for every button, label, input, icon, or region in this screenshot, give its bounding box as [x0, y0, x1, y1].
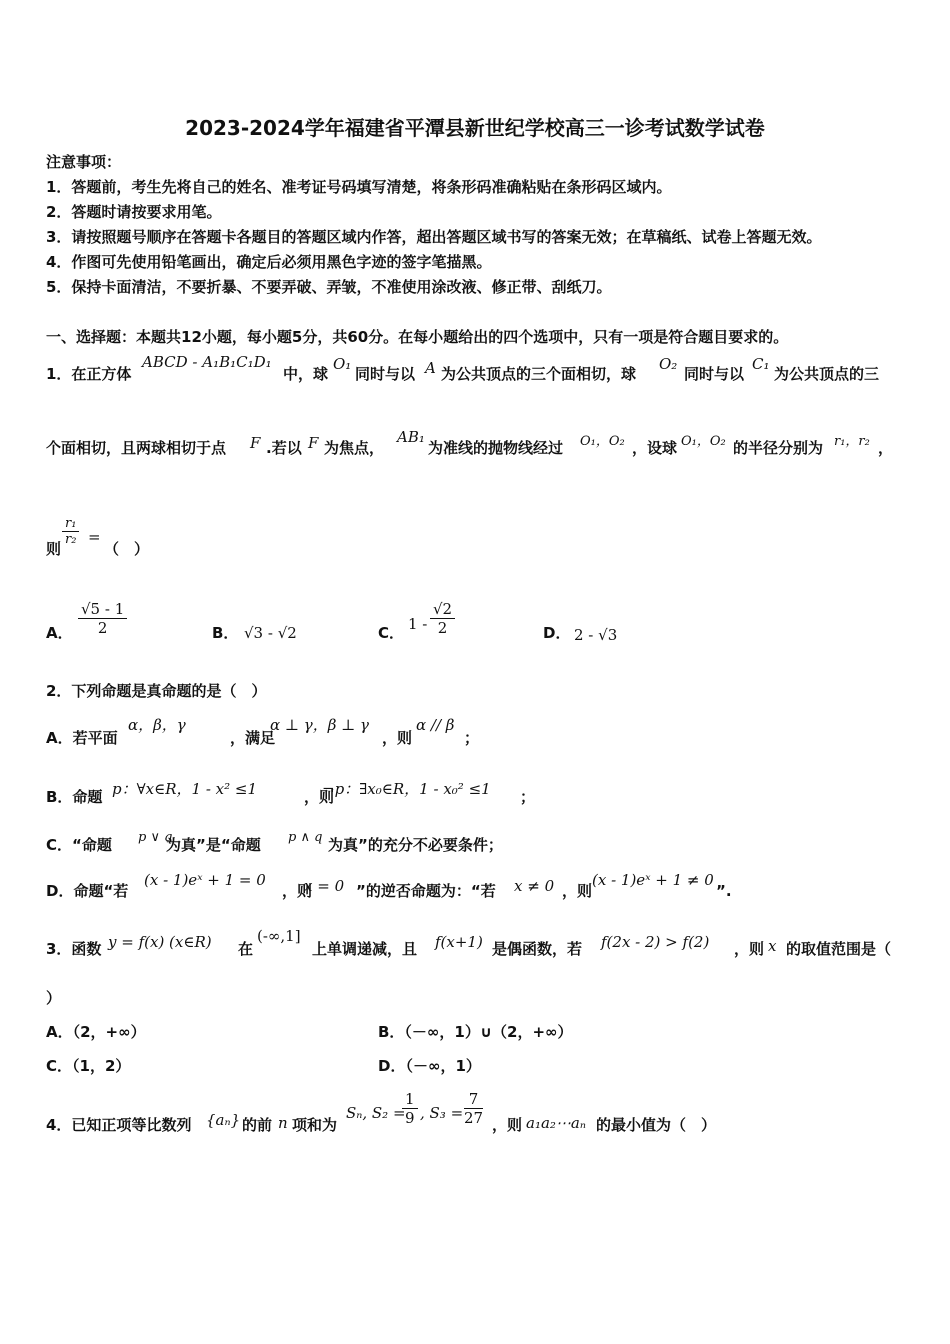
q2-a-text-3: ，则: [382, 729, 413, 747]
q1-option-d-label: D．: [543, 624, 571, 642]
q3-text-7: ）: [46, 989, 62, 1007]
section-heading: 一、选择题：本题共12小题，每小题5分，共60分。在每小题给出的四个选项中，只有一项是符合题目要求的。: [46, 328, 789, 346]
q1-text-3: 同时与以: [355, 365, 416, 383]
q1-math-cube: ABCD - A₁B₁C₁D₁: [142, 353, 272, 371]
q4-fraction-1-num: 1: [402, 1090, 418, 1109]
q3-text-3: 上单调递减，且: [312, 940, 418, 958]
q2-c-text-2: 为真”是“命题: [166, 836, 261, 854]
q1-math-ab1: AB₁: [397, 428, 425, 446]
q1-option-b-value: √3 - √2: [244, 624, 297, 642]
q1-math-o1o2: O₁，O₂: [580, 434, 625, 449]
q3-text-2: 在: [238, 940, 254, 958]
q3-text-4: 是偶函数，若: [492, 940, 583, 958]
q3-text-1: 3．函数: [46, 940, 102, 958]
q1-math-a: A: [425, 359, 436, 377]
q2-b-text-1: B．命题: [46, 788, 103, 806]
q4-text-2: 的前: [242, 1116, 273, 1134]
q1-math-f2: F: [308, 434, 319, 452]
q1-option-c-num: √2: [430, 600, 455, 619]
q1-math-o1o2-b: O₁，O₂: [681, 434, 726, 449]
q2-d-text-3: ”的逆否命题为：“若: [356, 882, 496, 900]
q4-fraction-1: [402, 1090, 418, 1127]
q2-c-text-3: 为真”的充分不必要条件；: [328, 836, 503, 854]
q1-text-10: 为准线的抛物线经过: [428, 439, 564, 457]
q1-text-6: 为公共顶点的三: [774, 365, 880, 383]
q2-d-math-2: x = 0: [304, 877, 345, 895]
q2-a-text-2: ，满足: [230, 729, 276, 747]
note-item-4: 4．作图可先使用铅笔画出，确定后必须用黑色字迹的签字笔描黑。: [46, 253, 492, 271]
q1-text-2: 中，球: [283, 365, 329, 383]
q2-a-math-2: α ⊥ γ，β ⊥ γ: [270, 716, 370, 734]
q2-d-text-2: ，则: [282, 882, 313, 900]
q1-option-a-label: A．: [46, 624, 73, 642]
q2-b-math-2: ¬p：∃x₀∈R，1 - x₀² ≤1: [322, 780, 491, 798]
q1-option-c-label: C．: [378, 624, 405, 642]
q1-option-c-den: 2: [437, 619, 448, 637]
q4-math-3: Sₙ, S₂ =: [346, 1104, 406, 1122]
q1-option-c-pre: 1 -: [408, 615, 428, 633]
q4-text-4: ，则: [492, 1116, 523, 1134]
q1-text-12: 的半径分别为: [733, 439, 824, 457]
q4-fraction-2: [464, 1090, 483, 1127]
q3-text-6: 的取值范围是（: [786, 940, 892, 958]
q1-option-a-fraction: [78, 600, 127, 637]
q2-b-text-3: ；: [520, 788, 536, 806]
q1-math-o1: O₁: [333, 355, 352, 373]
q3-math-4: f(2x - 2) > f(2): [601, 933, 710, 951]
q2-c-text-1: C．“命题: [46, 836, 112, 854]
q1-text-8: .若以: [266, 439, 302, 457]
q2-d-math-1: (x - 1)eˣ + 1 = 0: [144, 871, 266, 889]
q4-text-1: 4．已知正项等比数列: [46, 1116, 192, 1134]
q2-b-text-2: ，则: [304, 788, 335, 806]
q2-a-math-3: α // β: [416, 716, 455, 734]
q2-c-math-2: p ∧ q: [288, 830, 323, 845]
q1-text-11: ，设球: [632, 439, 678, 457]
q3-option-b: B．（－∞，1）∪（2，+∞）: [378, 1023, 573, 1041]
q4-math-2: n: [278, 1114, 288, 1132]
q3-math-3: f(x+1): [435, 933, 483, 951]
q1-ratio-den: r₂: [65, 532, 77, 547]
q1-option-a-num: √5 - 1: [78, 600, 127, 619]
q1-option-b-label: B．: [212, 624, 239, 642]
q1-text-1: 1．在正方体: [46, 365, 132, 383]
q3-text-5: ，则: [734, 940, 765, 958]
q2-stem: 2．下列命题是真命题的是（ ）: [46, 682, 267, 700]
q4-math-1: {aₙ}: [206, 1111, 241, 1129]
q1-math-o2: O₂: [659, 355, 678, 373]
q3-math-2: (-∞,1]: [257, 927, 301, 945]
q1-option-d-value: 2 - √3: [574, 626, 618, 644]
q1-text-7: 个面相切，且两球相切于点: [46, 439, 227, 457]
q2-d-text-4: ，则: [562, 882, 593, 900]
q3-option-d: D．（－∞，1）: [378, 1057, 481, 1075]
q2-a-math-1: α，β，γ: [128, 716, 186, 734]
q1-option-c-fraction: [430, 600, 455, 637]
q1-ratio-fraction: [62, 516, 79, 547]
q3-math-1: y = f(x) (x∈R): [108, 933, 212, 951]
note-item-2: 2．答题时请按要求用笔。: [46, 203, 222, 221]
q4-text-3: 项和为: [292, 1116, 338, 1134]
q1-ratio-num: r₁: [62, 516, 79, 532]
q3-math-5: x: [768, 937, 777, 955]
q2-a-text-1: A．若平面: [46, 729, 118, 747]
notes-heading: 注意事项：: [46, 153, 122, 171]
note-item-1: 1．答题前，考生先将自己的姓名、准考证号码填写清楚，将条形码准确粘贴在条形码区域内。: [46, 178, 672, 196]
q1-text-13: ，: [878, 439, 894, 457]
q1-math-r: r₁，r₂: [834, 434, 870, 449]
note-item-5: 5．保持卡面清洁，不要折暴、不要弄破、弄皱，不准使用涂改液、修正带、刮纸刀。: [46, 278, 612, 296]
q2-b-math-1: p：∀x∈R，1 - x² ≤1: [112, 780, 258, 798]
q1-text-4: 为公共顶点的三个面相切，球: [441, 365, 637, 383]
q1-text-15: （ ）: [104, 540, 150, 558]
q1-equals: =: [88, 528, 101, 546]
q2-d-text-1: D．命题“若: [46, 882, 129, 900]
q2-d-math-4: (x - 1)eˣ + 1 ≠ 0: [592, 871, 714, 889]
q4-fraction-1-den: 9: [405, 1109, 415, 1127]
q2-d-text-5: ”.: [716, 882, 732, 900]
q1-math-c1: C₁: [752, 355, 770, 373]
q4-fraction-2-num: 7: [464, 1090, 483, 1109]
q3-option-c: C．（1，2）: [46, 1057, 131, 1075]
q1-text-5: 同时与以: [684, 365, 745, 383]
q4-math-4: , S₃ =: [420, 1104, 464, 1122]
q4-text-5: 的最小值为（ ）: [596, 1116, 717, 1134]
q1-text-9: 为焦点，: [324, 439, 385, 457]
q3-option-a: A．（2，+∞）: [46, 1023, 146, 1041]
q1-option-a-den: 2: [97, 619, 108, 637]
q2-a-text-4: ；: [464, 729, 480, 747]
q1-math-f: F: [250, 434, 261, 452]
page-title: 2023-2024学年福建省平潭县新世纪学校高三一诊考试数学试卷: [185, 116, 765, 140]
note-item-3: 3．请按照题号顺序在答题卡各题目的答题区域内作答，超出答题区域书写的答案无效；在草稿纸、试卷上答题无效。: [46, 228, 822, 246]
q4-math-5: a₁a₂⋯aₙ: [526, 1114, 586, 1132]
q2-d-math-3: x ≠ 0: [514, 877, 555, 895]
q4-fraction-2-den: 27: [464, 1109, 484, 1127]
q1-text-14: 则: [46, 540, 62, 558]
q2-c-math-1: p ∨ q: [138, 830, 173, 845]
